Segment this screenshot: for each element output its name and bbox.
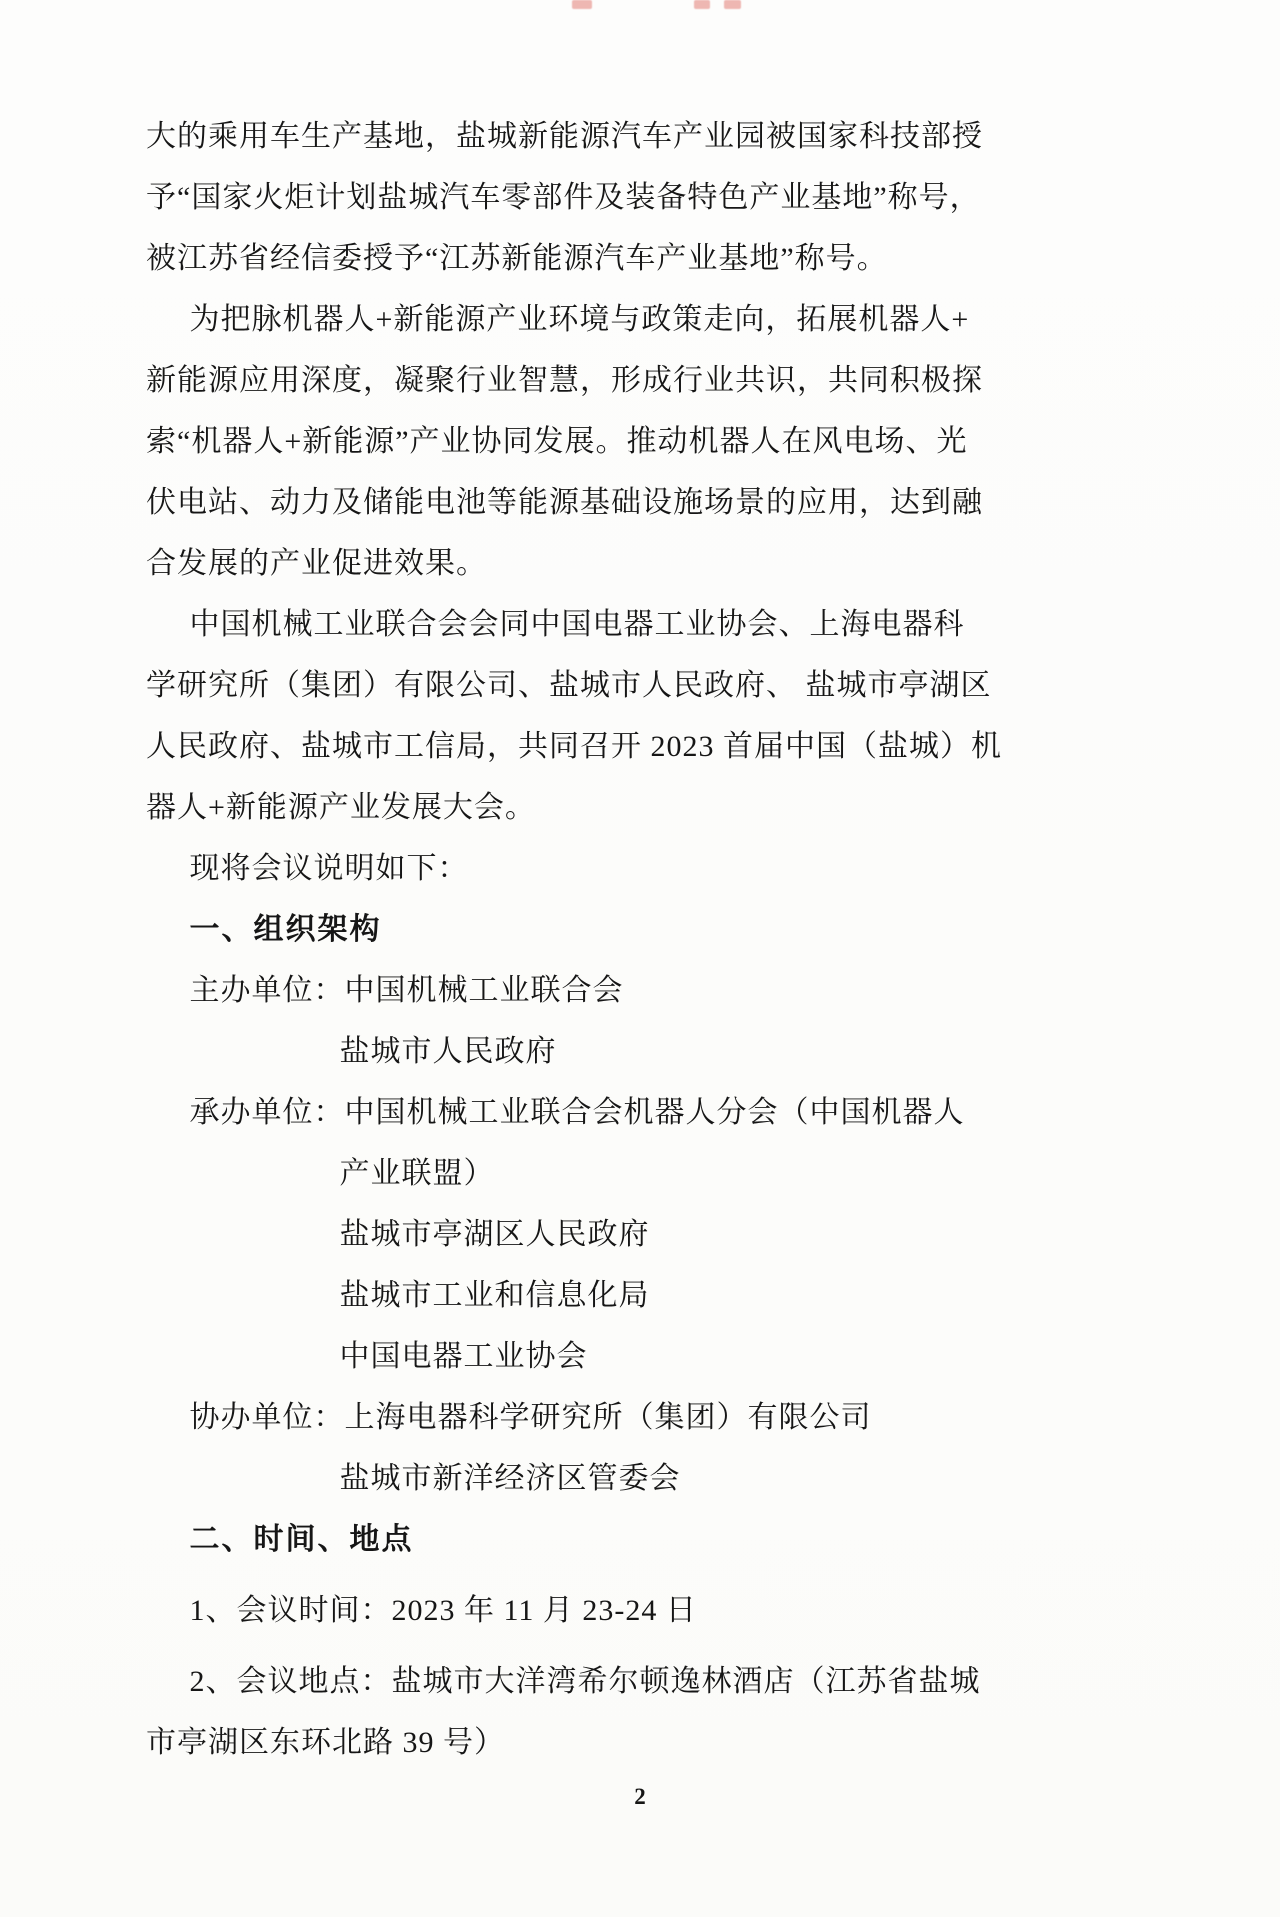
co-organizer-units-line: 盐城市新洋经济区管委会 — [339, 1462, 681, 1495]
paragraph-line: 中国机械工业联合会会同中国电器工业协会、上海电器科 — [189, 608, 965, 641]
undertaker-label: 承办单位： — [189, 1096, 345, 1129]
paragraph-line: 新能源应用深度，凝聚行业智慧，形成行业共识，共同积极探 — [146, 364, 983, 397]
host-label: 主办单位： — [189, 974, 345, 1007]
co-organizer-units-line — [146, 1387, 1160, 1448]
paragraph-line: 大的乘用车生产基地，盐城新能源汽车产业园被国家科技部授 — [146, 120, 983, 153]
undertaker-units-line: 盐城市亭湖区人民政府 — [339, 1218, 650, 1251]
undertaker-units-line: 产业联盟） — [339, 1157, 495, 1190]
meeting-venue-line: 市亭湖区东环北路 39 号） — [146, 1726, 505, 1759]
note-line: 现将会议说明如下： — [189, 852, 469, 885]
undertaker-units-line — [146, 1082, 1160, 1143]
paragraph-line: 学研究所（集团）有限公司、盐城市人民政府、 盐城市亭湖区 — [146, 669, 992, 702]
red-artifact-icon — [694, 0, 710, 9]
section-heading-time-place: 二、时间、地点 — [189, 1523, 414, 1556]
paragraph-line: 器人+新能源产业发展大会。 — [146, 791, 536, 824]
meeting-venue-line: 2、会议地点：盐城市大洋湾希尔顿逸林酒店（江苏省盐城 — [189, 1665, 981, 1698]
co-organizer-label: 协办单位： — [189, 1401, 345, 1434]
paragraph-line: 索“机器人+新能源”产业协同发展。推动机器人在风电场、光 — [146, 425, 968, 458]
section-heading-organization: 一、组织架构 — [189, 913, 382, 946]
undertaker-value: 中国机械工业联合会机器人分会（中国机器人 — [344, 1096, 965, 1129]
meeting-time-line: 1、会议时间：2023 年 11 月 23-24 日 — [189, 1594, 697, 1627]
paragraph-line: 合发展的产业促进效果。 — [146, 547, 487, 580]
undertaker-units-line: 中国电器工业协会 — [339, 1340, 588, 1373]
host-value: 中国机械工业联合会 — [344, 974, 624, 1007]
paragraph-line: 为把脉机器人+新能源产业环境与政策走向，拓展机器人+ — [189, 303, 970, 336]
undertaker-units-line: 盐城市工业和信息化局 — [339, 1279, 650, 1312]
host-units-line: 盐城市人民政府 — [339, 1035, 557, 1068]
paragraph-line: 人民政府、盐城市工信局，共同召开 2023 首届中国（盐城）机 — [146, 730, 1002, 763]
host-units-line — [146, 960, 1160, 1021]
red-artifact-icon — [724, 0, 741, 9]
co-organizer-value: 上海电器科学研究所（集团）有限公司 — [344, 1401, 872, 1434]
paragraph-line: 予“国家火炬计划盐城汽车零部件及装备特色产业基地”称号， — [146, 181, 981, 214]
red-artifact-icon — [572, 0, 592, 9]
paragraph-line: 被江苏省经信委授予“江苏新能源汽车产业基地”称号。 — [146, 242, 888, 275]
paragraph-line: 伏电站、动力及储能电池等能源基础设施场景的应用，达到融 — [146, 486, 983, 519]
page-number: 2 — [634, 1784, 646, 1809]
